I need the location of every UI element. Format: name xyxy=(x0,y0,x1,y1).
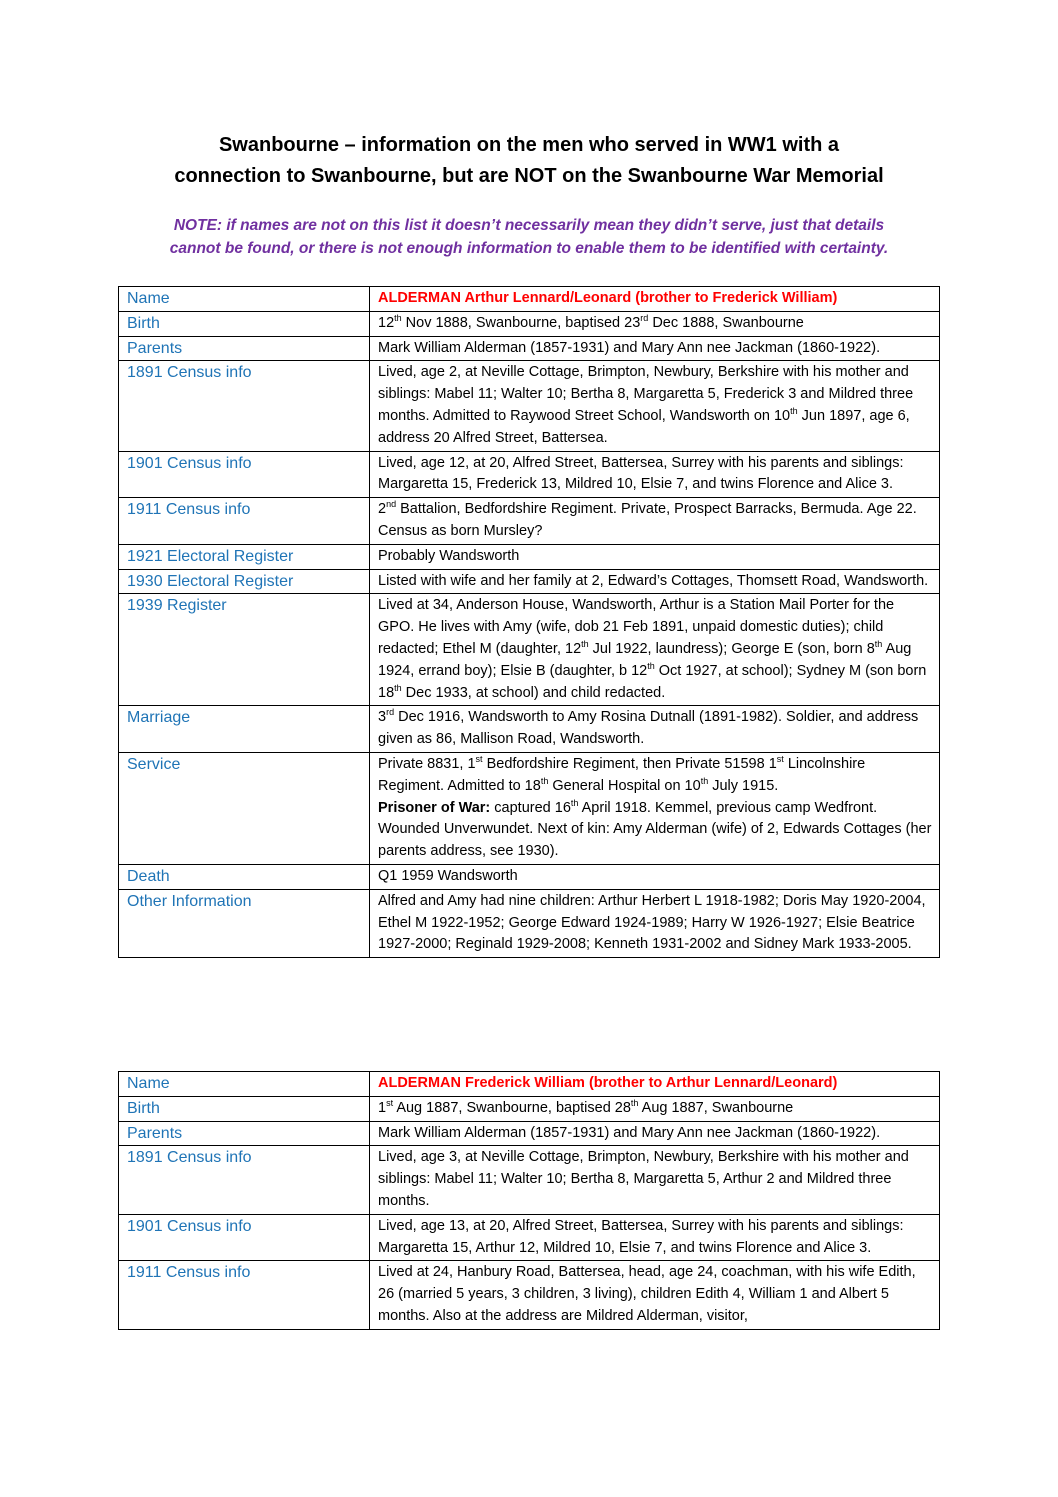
table-row xyxy=(119,1121,940,1146)
row-label: 1911 Census info xyxy=(119,498,370,545)
electoral-1930-value: Listed with wife and her family at 2, Edward’s Cottages, Thomsett Road, Wandsworth. xyxy=(370,569,940,594)
row-label: 1891 Census info xyxy=(119,1146,370,1214)
record-table-arthur xyxy=(118,286,940,958)
table-row xyxy=(119,1146,940,1214)
row-label: 1921 Electoral Register xyxy=(119,544,370,569)
row-label: Parents xyxy=(119,1121,370,1146)
census-1891-value: Lived, age 3, at Neville Cottage, Brimpton, Newbury, Berkshire with his mother and siblings: Mabel 11; Walter 10; Bertha 8, Margaretta 5, Arthur 2 and Mildred three months. xyxy=(370,1146,940,1214)
note xyxy=(118,214,940,260)
table-row xyxy=(119,1261,940,1329)
person-name: ALDERMAN Arthur Lennard/Leonard (brother to Frederick William) xyxy=(370,287,940,312)
person-name: ALDERMAN Frederick William (brother to Arthur Lennard/Leonard) xyxy=(370,1072,940,1097)
row-label: Parents xyxy=(119,336,370,361)
table-row xyxy=(119,287,940,312)
table-row xyxy=(119,498,940,545)
table-row xyxy=(119,544,940,569)
table-row xyxy=(119,569,940,594)
table-row xyxy=(119,864,940,889)
census-1891-value: Lived, age 2, at Neville Cottage, Brimpton, Newbury, Berkshire with his mother and siblings: Mabel 11; Walter 10; Bertha 8, Margaretta 5, Frederick 3 and Mildred three months. Admitted to Raywood Street School, Wandsworth on 10th Jun 1897, age 6, address 20 Alfred Street, Battersea. xyxy=(370,361,940,451)
row-label: 1930 Electoral Register xyxy=(119,569,370,594)
table-row xyxy=(119,361,940,451)
census-1911-value: Lived at 24, Hanbury Road, Battersea, head, age 24, coachman, with his wife Edith, 26 (married 5 years, 3 children, 3 living), children Edith 4, William 1 and Albert 5 months. Also at the address are Mildred Alderman, visitor, xyxy=(370,1261,940,1329)
census-1901-value: Lived, age 12, at 20, Alfred Street, Battersea, Surrey with his parents and siblings: Margaretta 15, Frederick 13, Mildred 10, Elsie 7, and twins Florence and Alice 3. xyxy=(370,451,940,498)
note-line-1: NOTE: if names are not on this list it doesn’t necessarily mean they didn’t serve, just that details xyxy=(173,217,885,234)
table-row xyxy=(119,311,940,336)
page-title xyxy=(118,130,940,192)
table-row xyxy=(119,594,940,706)
census-1901-value: Lived, age 13, at 20, Alfred Street, Battersea, Surrey with his parents and siblings: Margaretta 15, Arthur 12, Mildred 10, Elsie 7, and twins Florence and Alice 3. xyxy=(370,1214,940,1261)
row-label: 1891 Census info xyxy=(119,361,370,451)
table-row xyxy=(119,1072,940,1097)
table-row xyxy=(119,451,940,498)
row-label: Name xyxy=(119,287,370,312)
service-value: Private 8831, 1st Bedfordshire Regiment, then Private 51598 1st Lincolnshire Regiment. Admitted to 18th General Hospital on 10th July 1915. Prisoner of War: captured 16th April 1918. Kemmel, previous camp Wedfront. Wounded Unverwundet. Next of kin: Amy Alderman (wife) of 2, Edwards Cottages (her parents address, see 1930). xyxy=(370,752,940,864)
parents-value: Mark William Alderman (1857-1931) and Mary Ann nee Jackman (1860-1922). xyxy=(370,336,940,361)
table-row xyxy=(119,336,940,361)
row-label: 1939 Register xyxy=(119,594,370,706)
table-row xyxy=(119,1096,940,1121)
table-row xyxy=(119,752,940,864)
title-line-1: Swanbourne – information on the men who served in WW1 with a xyxy=(218,134,840,156)
census-1911-value: 2nd Battalion, Bedfordshire Regiment. Private, Prospect Barracks, Bermuda. Age 22. Census as born Mursley? xyxy=(370,498,940,545)
table-row xyxy=(119,1214,940,1261)
birth-value: 12th Nov 1888, Swanbourne, baptised 23rd Dec 1888, Swanbourne xyxy=(370,311,940,336)
other-information-value: Alfred and Amy had nine children: Arthur Herbert L 1918-1982; Doris May 1920-2004, Ethel M 1922-1952; George Edward 1924-1989; Harry W 1926-1927; Elsie Beatrice 1927-2000; Reginald 1929-2008; Kenneth 1931-2002 and Sidney Mark 1933-2005. xyxy=(370,889,940,957)
table-row xyxy=(119,889,940,957)
prisoner-of-war-label: Prisoner of War: xyxy=(378,799,491,816)
row-label: Birth xyxy=(119,311,370,336)
row-label: Service xyxy=(119,752,370,864)
row-label: Name xyxy=(119,1072,370,1097)
note-line-2: cannot be found, or there is not enough information to enable them to be identified with certainty. xyxy=(169,240,889,257)
row-label: Marriage xyxy=(119,706,370,753)
birth-value: 1st Aug 1887, Swanbourne, baptised 28th Aug 1887, Swanbourne xyxy=(370,1096,940,1121)
row-label: 1901 Census info xyxy=(119,451,370,498)
row-label: Birth xyxy=(119,1096,370,1121)
title-line-2: connection to Swanbourne, but are NOT on the Swanbourne War Memorial xyxy=(174,165,884,187)
table-row xyxy=(119,706,940,753)
row-label: 1911 Census info xyxy=(119,1261,370,1329)
register-1939-value: Lived at 34, Anderson House, Wandsworth, Arthur is a Station Mail Porter for the GPO. He lives with Amy (wife, dob 21 Feb 1891, unpaid domestic duties); child redacted; Ethel M (daughter, 12th Jul 1922, laundress); George E (son, born 8th Aug 1924, errand boy); Elsie B (daughter, b 12th Oct 1927, at school); Sydney M (son born 18th Dec 1933, at school) and child redacted. xyxy=(370,594,940,706)
electoral-1921-value: Probably Wandsworth xyxy=(370,544,940,569)
row-label: Death xyxy=(119,864,370,889)
row-label: 1901 Census info xyxy=(119,1214,370,1261)
row-label: Other Information xyxy=(119,889,370,957)
parents-value: Mark William Alderman (1857-1931) and Mary Ann nee Jackman (1860-1922). xyxy=(370,1121,940,1146)
death-value: Q1 1959 Wandsworth xyxy=(370,864,940,889)
marriage-value: 3rd Dec 1916, Wandsworth to Amy Rosina Dutnall (1891-1982). Soldier, and address given as 86, Mallison Road, Wandsworth. xyxy=(370,706,940,753)
record-table-frederick xyxy=(118,1071,940,1330)
